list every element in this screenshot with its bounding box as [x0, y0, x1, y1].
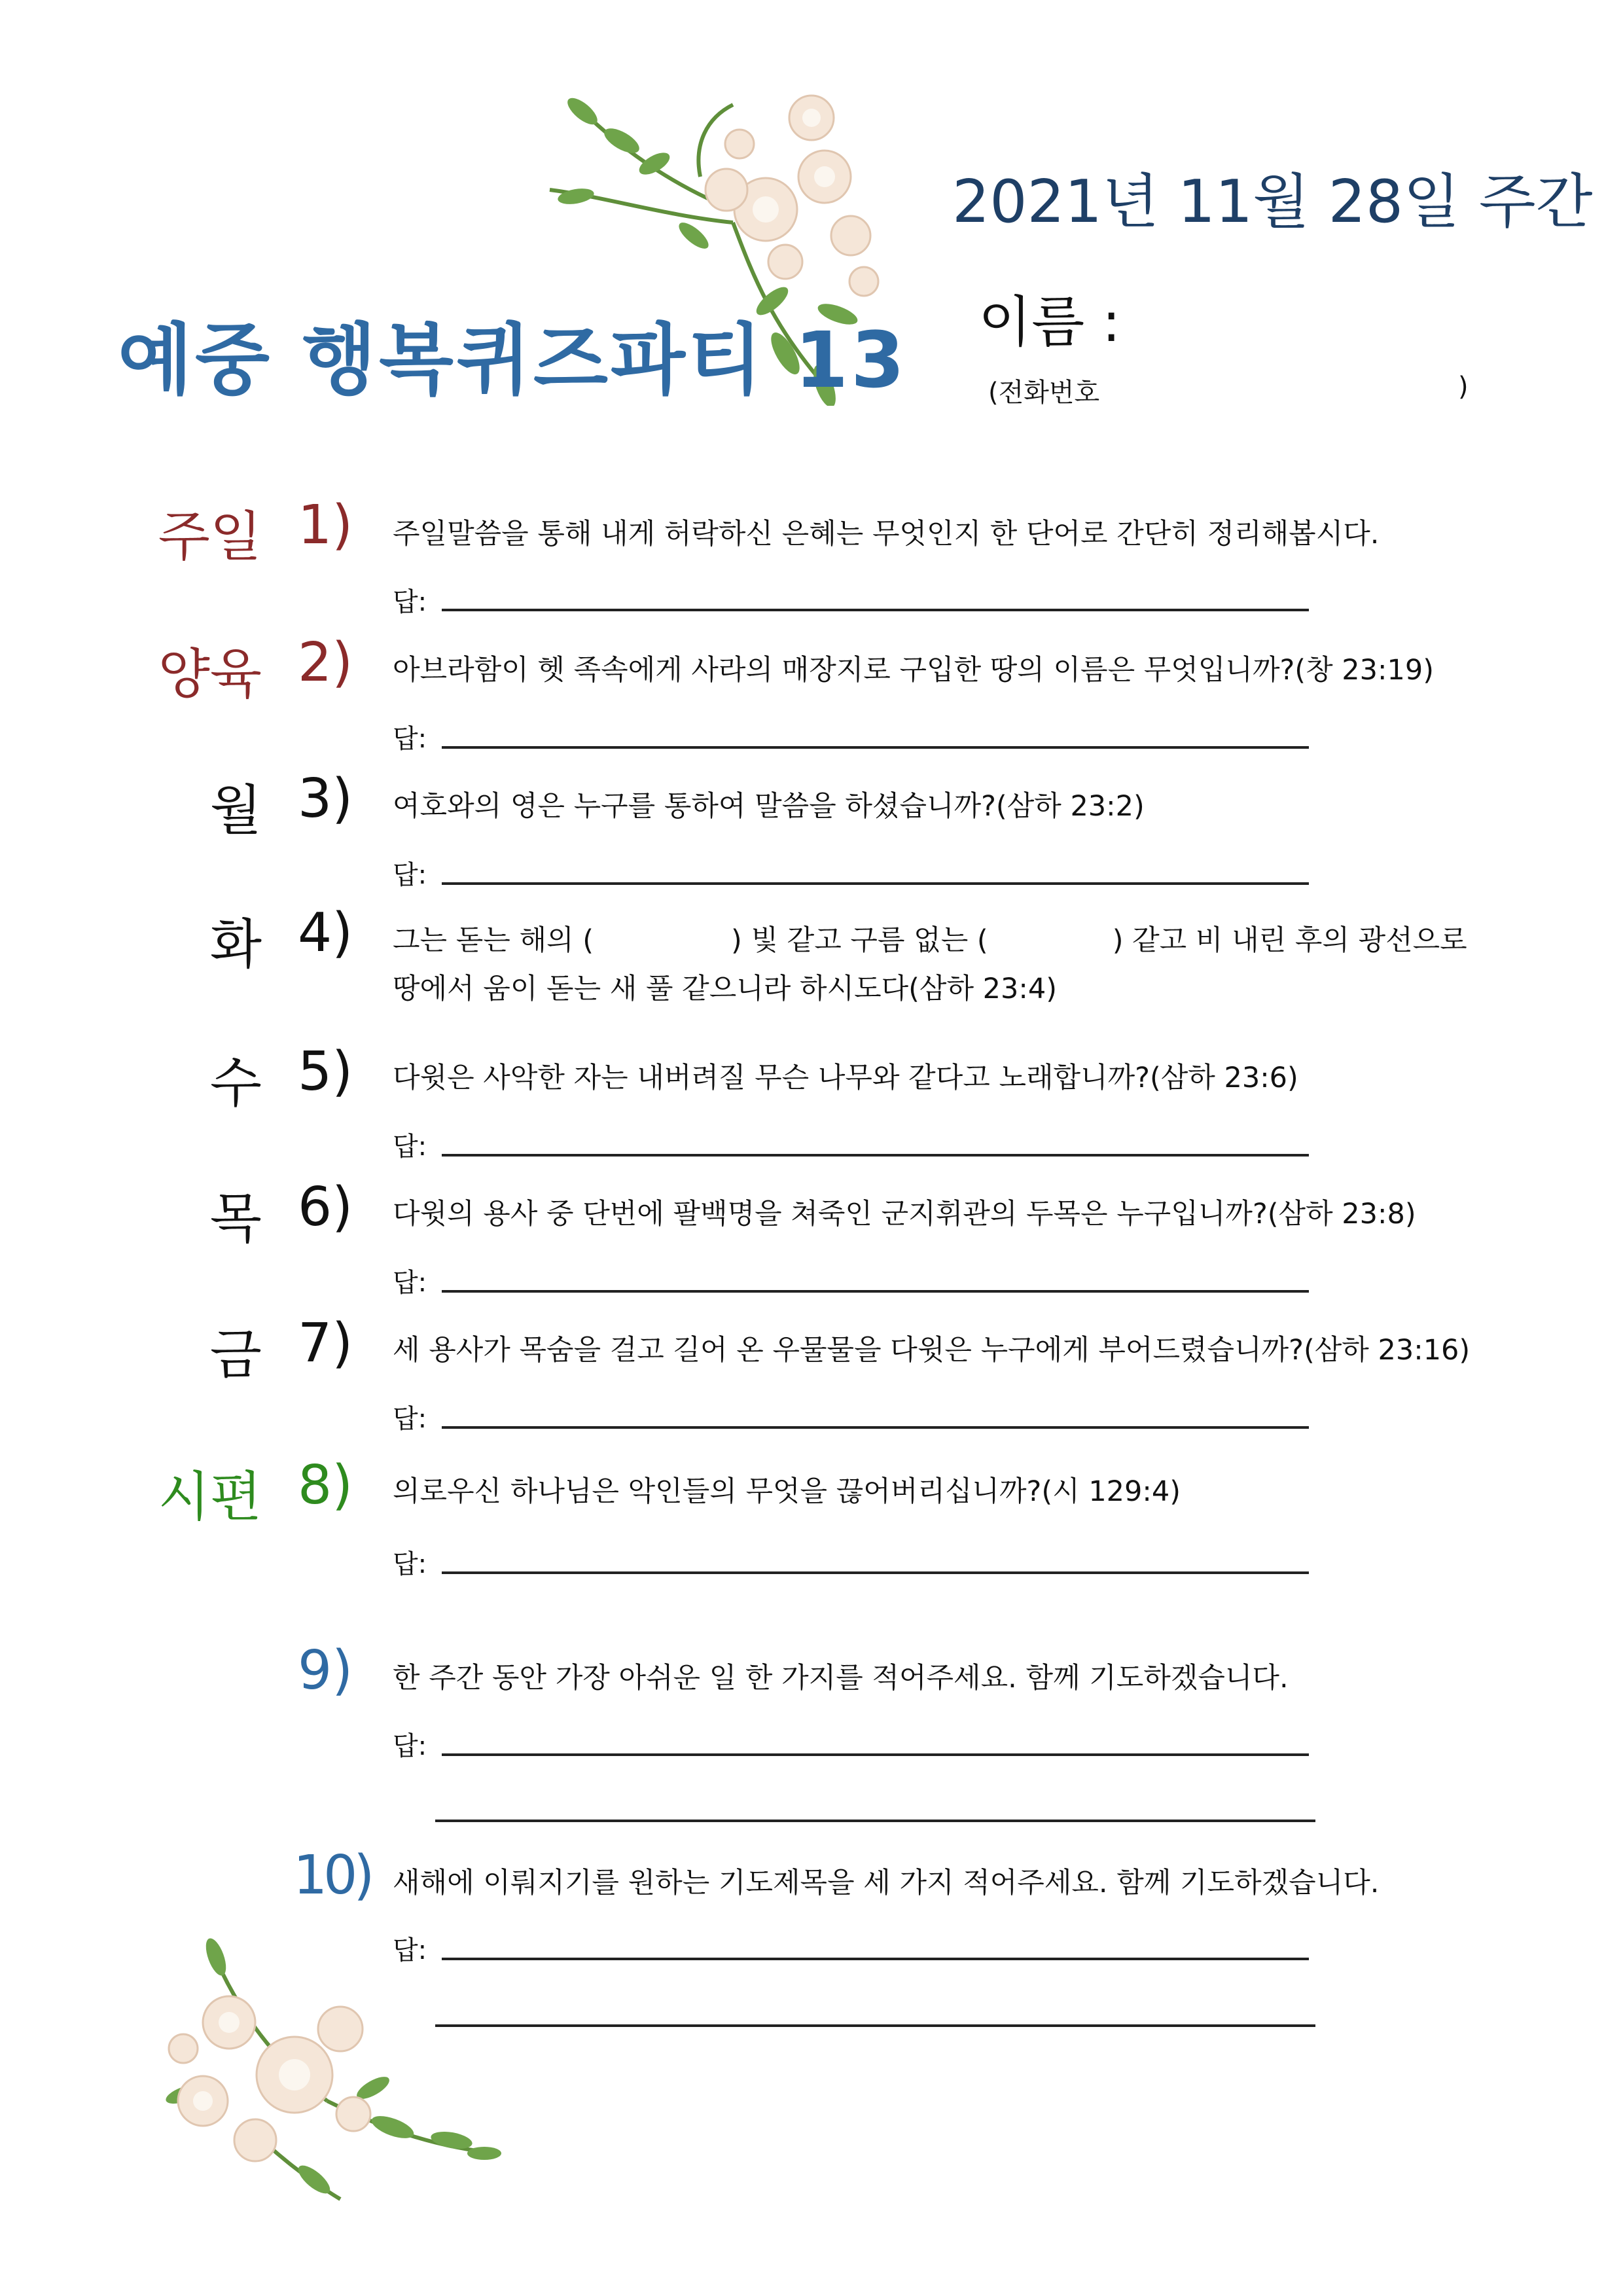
question-number: 10) [293, 1844, 371, 1907]
question-number: 1) [298, 494, 353, 556]
question-text: 아브라함이 헷 족속에게 사라의 매장지로 구입한 땅의 이름은 무엇입니까?(창 23:19) [393, 654, 1434, 687]
question-text-part: ) 빛 같고 구름 없는 ( [731, 924, 988, 957]
answer-blank-line-extra[interactable] [435, 1820, 1315, 1822]
question-number: 5) [298, 1041, 353, 1103]
question-text: 여호와의 영은 누구를 통하여 말씀을 하셨습니까?(삼하 23:2) [393, 790, 1145, 823]
question-number: 4) [298, 902, 353, 964]
answer-label: 답: [393, 1268, 427, 1298]
answer-blank-line-extra[interactable] [435, 2024, 1315, 2027]
answer-label: 답: [393, 1404, 427, 1434]
question-number: 2) [298, 632, 353, 694]
question-text: 주일말씀을 통해 내게 허락하신 은혜는 무엇인지 한 단어로 간단히 정리해봅시다. [393, 518, 1380, 550]
answer-blank-line[interactable] [442, 1958, 1309, 1960]
answer-blank-line[interactable] [442, 1426, 1309, 1429]
day-label-sunday: 주일 [158, 506, 262, 568]
day-label-monday: 월 [209, 780, 262, 842]
flower-bouquet-bottom-image [144, 1931, 510, 2206]
question-text: 세 용사가 목숨을 걸고 길어 온 우물물을 다윗은 누구에게 부어드렸습니까?(삼하 23:16) [393, 1334, 1471, 1367]
question-text: 다윗의 용사 중 단번에 팔백명을 쳐죽인 군지휘관의 두목은 누구입니까?(삼하 23:8) [393, 1198, 1416, 1230]
worksheet-title: 예중 행복퀴즈파티 13 [118, 315, 908, 405]
question-number: 9) [298, 1640, 353, 1702]
answer-blank-line[interactable] [442, 746, 1309, 749]
answer-blank-line[interactable] [442, 882, 1309, 885]
answer-label: 답: [393, 587, 427, 617]
answer-blank-line[interactable] [442, 609, 1309, 611]
answer-label: 답: [393, 1549, 427, 1579]
answer-blank-line[interactable] [442, 1154, 1309, 1157]
answer-label: 답: [393, 1132, 427, 1162]
answer-label: 답: [393, 860, 427, 890]
day-label-tuesday: 화 [209, 914, 262, 976]
day-label-wednesday: 수 [209, 1052, 262, 1115]
answer-label: 답: [393, 724, 427, 754]
question-number: 7) [298, 1312, 353, 1374]
answer-blank-line[interactable] [442, 1753, 1309, 1756]
answer-label: 답: [393, 1935, 427, 1965]
question-text-line-2: 땅에서 움이 돋는 새 풀 같으니라 하시도다(삼하 23:4) [393, 973, 1058, 1005]
question-number: 8) [298, 1454, 353, 1516]
question-text: 새해에 이뤄지기를 원하는 기도제목을 세 가지 적어주세요. 함께 기도하겠습니다. [393, 1867, 1380, 1899]
question-text-line-1 [393, 918, 1467, 958]
day-label-friday: 금 [209, 1324, 262, 1386]
question-text: 의로우신 하나님은 악인들의 무엇을 끊어버리십니까?(시 129:4) [393, 1475, 1181, 1508]
day-label-thursday: 목 [209, 1188, 262, 1250]
phone-field-label: (전화번호 [988, 378, 1100, 408]
answer-label: 답: [393, 1731, 427, 1761]
question-text: 한 주간 동안 가장 아쉬운 일 한 가지를 적어주세요. 함께 기도하겠습니다. [393, 1662, 1289, 1695]
phone-field-close-paren: ) [1458, 372, 1469, 402]
question-text-part: ) 같고 비 내린 후의 광선으로 [1112, 924, 1467, 957]
question-text: 다윗은 사악한 자는 내버려질 무슨 나무와 같다고 노래합니까?(삼하 23:6) [393, 1062, 1298, 1094]
answer-blank-line[interactable] [442, 1571, 1309, 1574]
day-label-psalm: 시편 [158, 1466, 262, 1528]
question-text-part: 그는 돋는 해의 ( [393, 924, 594, 957]
answer-blank-line[interactable] [442, 1290, 1309, 1293]
question-number: 3) [298, 768, 353, 830]
name-field-label: 이름 : [978, 290, 1121, 354]
day-label-nurture: 양육 [158, 643, 262, 706]
week-date-heading: 2021년 11월 28일 주간 [952, 168, 1593, 236]
question-number: 6) [298, 1176, 353, 1238]
